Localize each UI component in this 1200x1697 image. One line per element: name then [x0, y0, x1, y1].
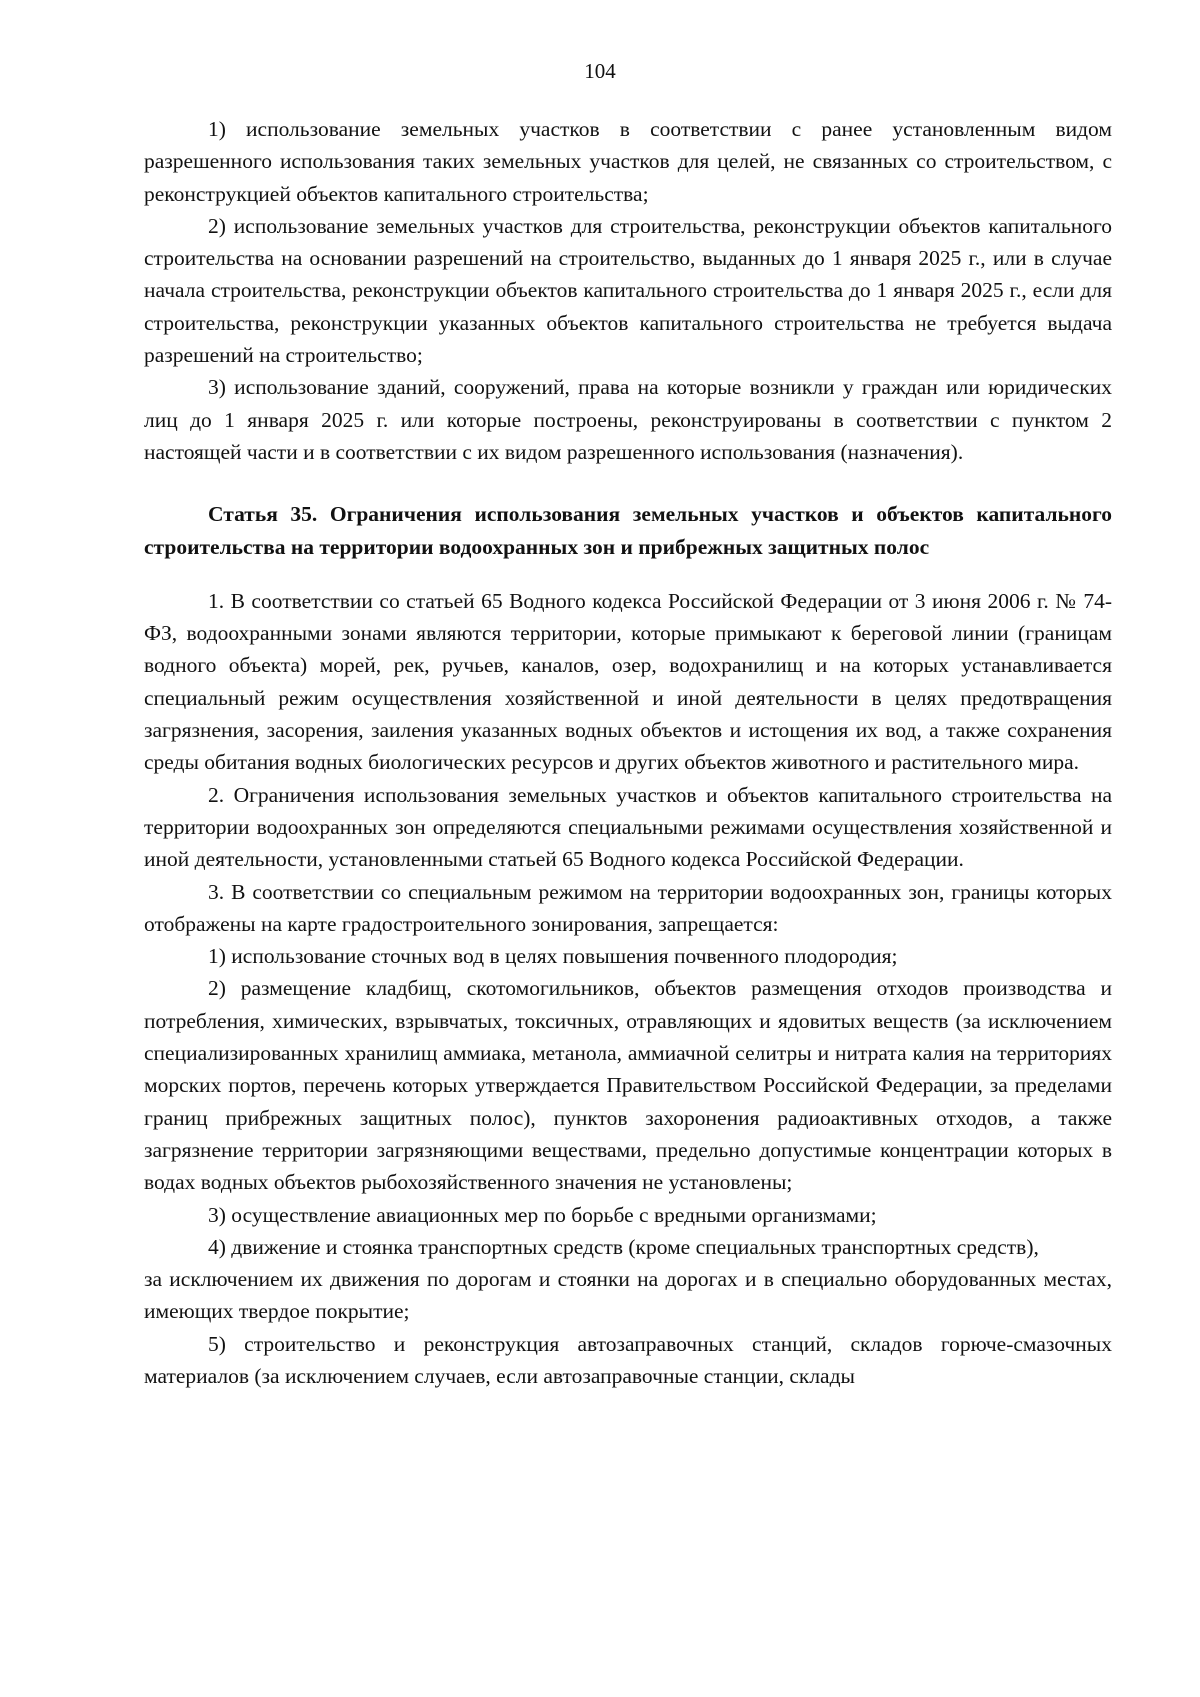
list-item: 1) использование земельных участков в соответствии с ранее установленным видом разрешенного использования таких земельных участков для целей, не связанных со строительством, с реконструкцией объектов капитального строительства; [144, 117, 1112, 206]
paragraph: 3. В соответствии со специальным режимом на территории водоохранных зон, границы которых отображены на карте градостроительного зонирования, запрещается: [144, 879, 1112, 936]
list-item: 2) размещение кладбищ, скотомогильников, объектов размещения отходов производства и потребления, химических, взрывчатых, токсичных, отравляющих и ядовитых веществ (за исключением специализированных хранилищ аммиака, метанола, аммиачной селитры и нитрата калия на территориях морских портов, перечень которых утверждается Правительством Российской Федерации, за пределами границ прибрежных защитных полос), пунктов захоронения радиоактивных отходов, а также загрязнение территории загрязняющими веществами, предельно допустимые концентрации которых в водах водных объектов рыбохозяйственного значения не установлены; [144, 976, 1112, 1195]
paragraph: 2. Ограничения использования земельных участков и объектов капитального строительства на территории водоохранных зон определяются специальными режимами осуществления хозяйственной и иной деятельности, установленными статьей 65 Водного кодекса Российской Федерации. [144, 782, 1112, 872]
continuation-paragraph: за исключением их движения по дорогам и стоянки на дорогах и в специально оборудованных местах, имеющих твердое покрытие; [144, 1267, 1112, 1324]
article-heading: Статья 35. Ограничения использования земельных участков и объектов капитального строительства на территории водоохранных зон и прибрежных защитных полос [144, 502, 1112, 559]
list-item: 3) использование зданий, сооружений, права на которые возникли у граждан или юридических лиц до 1 января 2025 г. или которые построены, реконструированы в соответствии с пунктом 2 настоящей части и в соответствии с их видом разрешенного использования (назначения). [144, 375, 1112, 464]
list-item: 3) осуществление авиационных мер по борьбе с вредными организмами; [208, 1202, 877, 1227]
list-item: 4) движение и стоянка транспортных средств (кроме специальных транспортных средств), [208, 1234, 1039, 1259]
list-item: 5) строительство и реконструкция автозаправочных станций, складов горюче-смазочных материалов (за исключением случаев, если автозаправочные станции, склады [144, 1331, 1112, 1388]
spacer [144, 468, 1112, 498]
list-item: 1) использование сточных вод в целях повышения почвенного плодородия; [208, 944, 898, 969]
list-item: 2) использование земельных участков для строительства, реконструкции объектов капитального строительства на основании разрешений на строительство, выданных до 1 января 2025 г., или в случае начала строительства, реконструкции объектов капитального строительства до 1 января 2025 г., если для строительства, реконструкции указанных объектов капитального строительства не требуется выдача разрешений на строительство; [144, 213, 1112, 368]
spacer [144, 563, 1112, 585]
page-content [144, 113, 1112, 1392]
paragraph: 1. В соответствии со статьей 65 Водного кодекса Российской Федерации от 3 июня 2006 г. № 74-ФЗ, водоохранными зонами являются территории, которые примыкают к береговой линии (границам водного объекта) морей, рек, ручьев, каналов, озер, водохранилищ и на которых устанавливается специальный режим осуществления хозяйственной и иной деятельности в целях предотвращения загрязнения, засорения, заиления указанных водных объектов и истощения их вод, а также сохранения среды обитания водных биологических ресурсов и других объектов животного и растительного мира. [144, 588, 1112, 775]
page-number: 104 [584, 59, 616, 83]
